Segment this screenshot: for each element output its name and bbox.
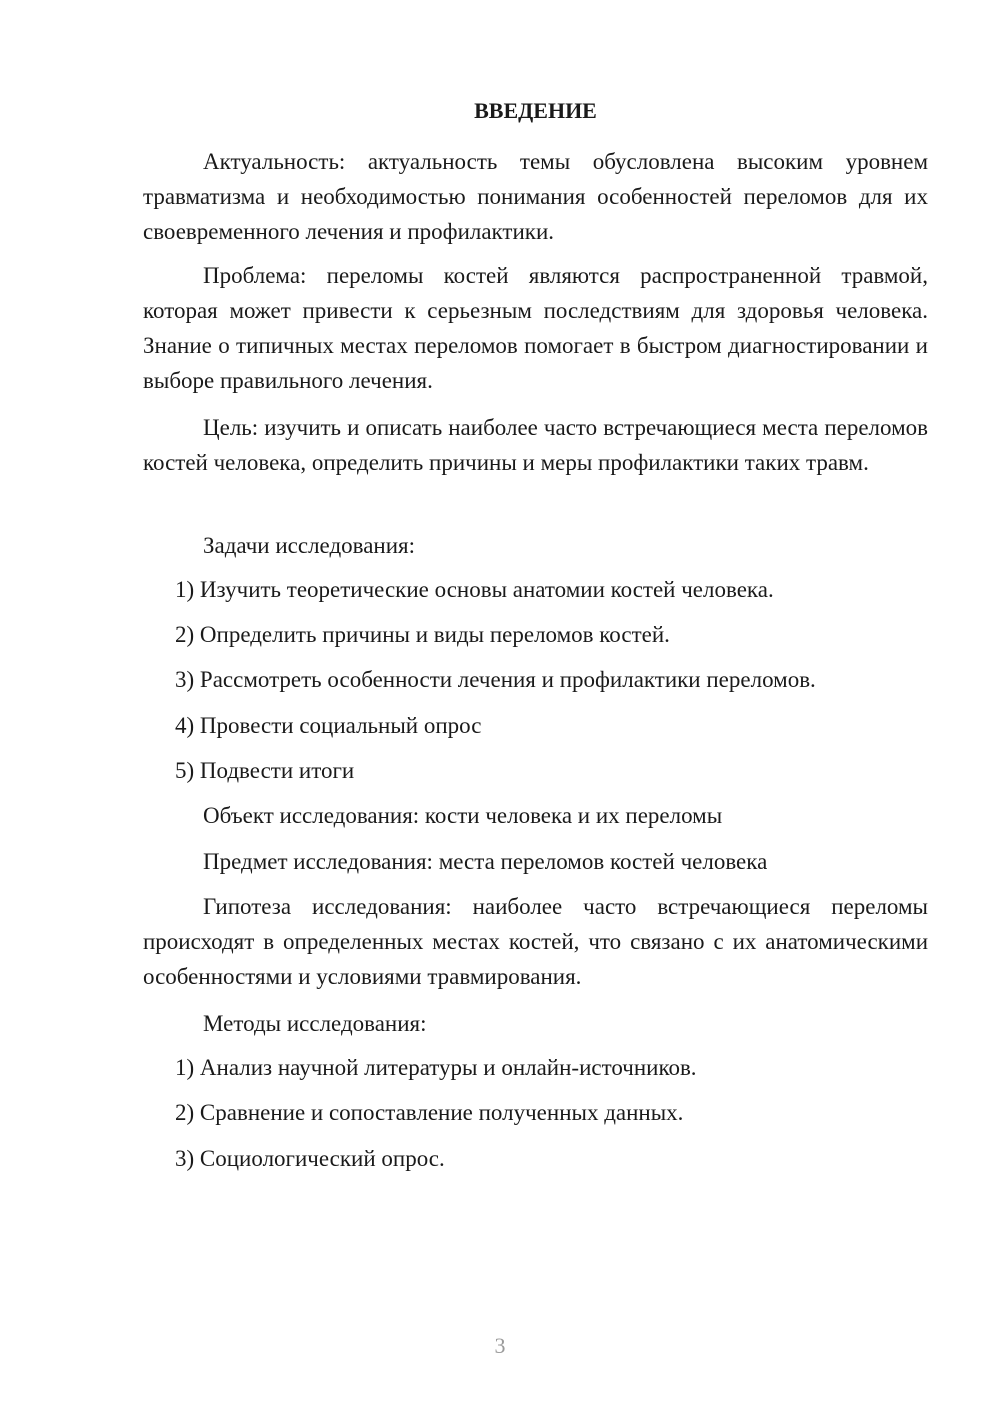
problem-paragraph: Проблема: переломы костей являются распространенной травмой, которая может привести к серьезным последствиям для здоровья человека. Знание о типичных местах переломов помогает в быстром диагностировании и выборе правильного лечения. [143,263,928,393]
method-item: 2) Сравнение и сопоставление полученных данных. [175,1100,684,1125]
page-title: ВВЕДЕНИЕ [474,98,597,123]
methods-heading: Методы исследования: [203,1011,427,1036]
task-item: 5) Подвести итоги [175,758,355,783]
task-item: 4) Провести социальный опрос [175,713,482,738]
relevance-paragraph: Актуальность: актуальность темы обусловлена высоким уровнем травматизма и необходимостью понимания особенностей переломов для их своевременного лечения и профилактики. [143,149,928,244]
tasks-heading: Задачи исследования: [203,533,416,558]
method-item: 1) Анализ научной литературы и онлайн-источников. [175,1055,697,1080]
method-item: 3) Социологический опрос. [175,1146,445,1171]
hypothesis-paragraph: Гипотеза исследования: наиболее часто встречающиеся переломы происходят в определенных местах костей, что связано с их анатомическими особенностями и условиями травмирования. [143,894,928,989]
task-item: 2) Определить причины и виды переломов костей. [175,622,670,647]
object-line: Объект исследования: кости человека и их переломы [203,803,723,828]
subject-line: Предмет исследования: места переломов костей человека [203,849,768,874]
page-number: 3 [494,1333,506,1358]
task-item: 1) Изучить теоретические основы анатомии костей человека. [175,577,774,602]
goal-paragraph: Цель: изучить и описать наиболее часто встречающиеся места переломов костей человека, определить причины и меры профилактики таких травм. [143,415,928,475]
task-item: 3) Рассмотреть особенности лечения и профилактики переломов. [175,667,816,692]
